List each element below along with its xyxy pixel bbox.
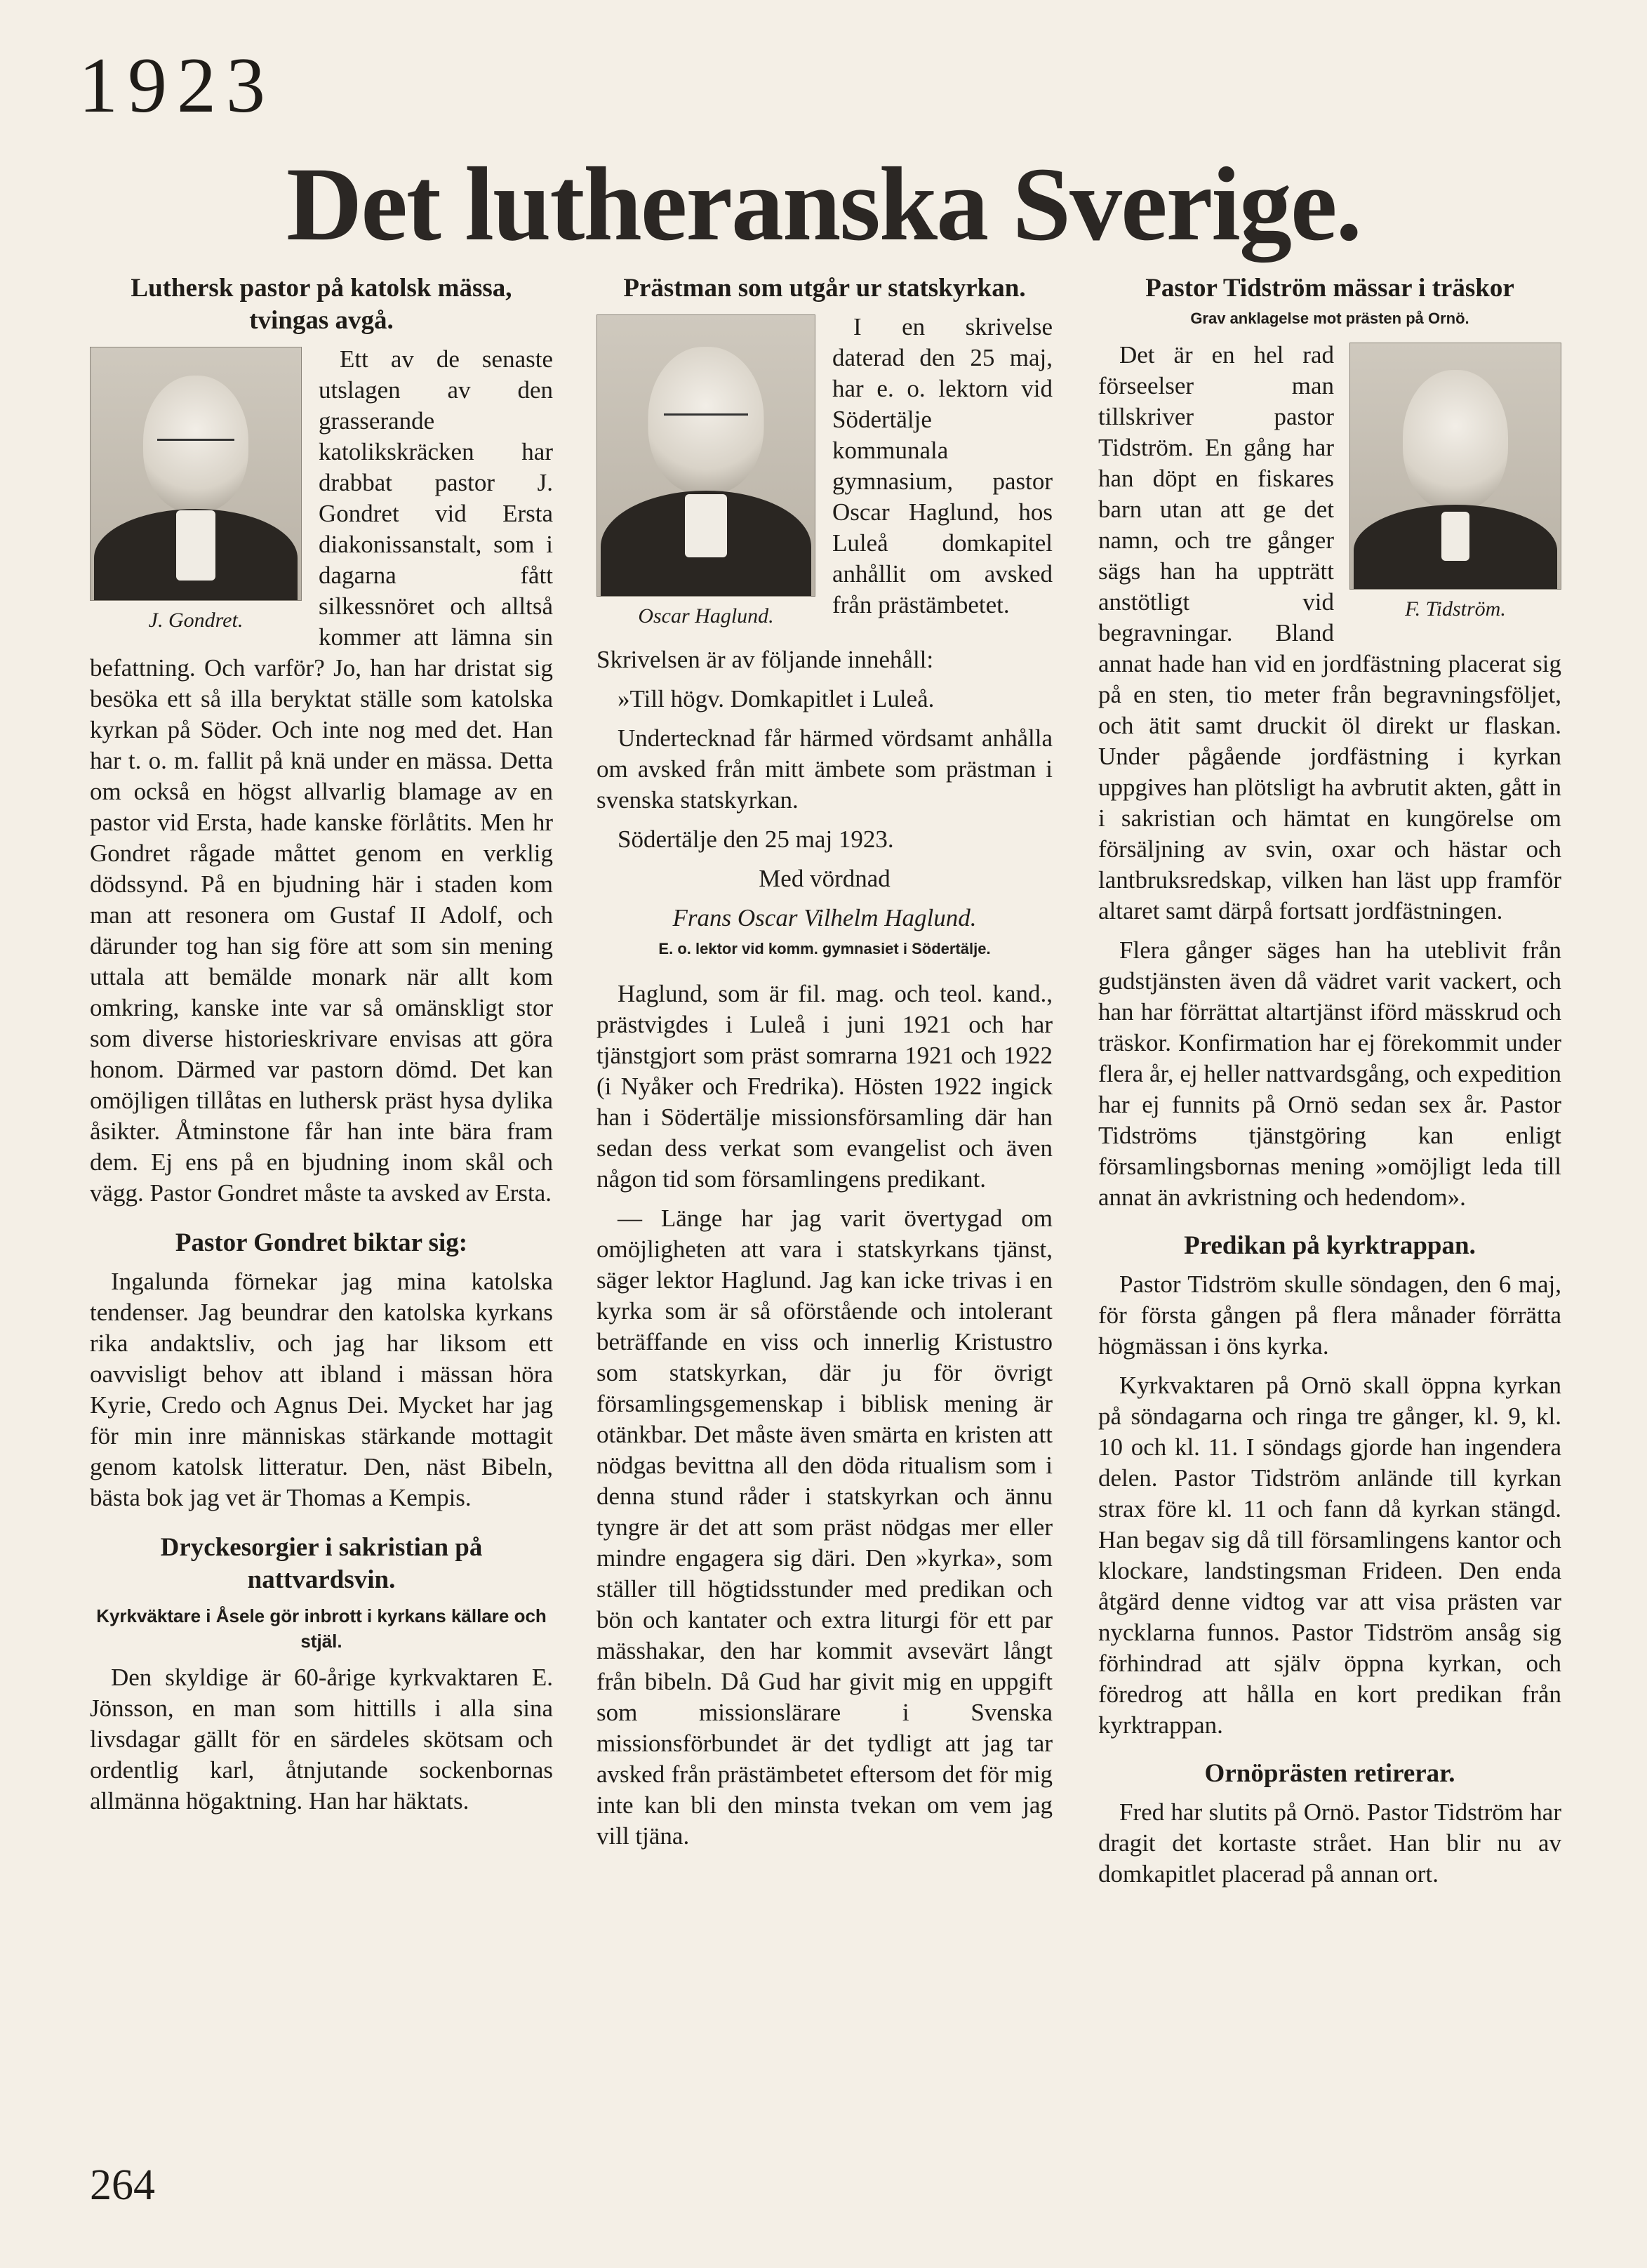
article-4-paragraph-4: — Länge har jag varit övertygad om omöjligheten att vara i statskyrkans tjänst, säger lektor Haglund. Jag kan icke trivas i en kyrka som är så oförstående och intolerant beträffande en viss och innerlig Kristustro som statskyrkan, där ju för övrigt församlingsgemenskap i biblisk mening är otänkbar. Det måste även smärta en kristen att nödgas bevittna all den döda ritualism som i denna stund råder i statskyrkan och ännu tyngre är det att som präst nödgas mer eller mindre engagera sig däri. Den »kyrka», som ställer till högtidsstunder med predikan och bön och kantater och extra liturgi för ett par mässhakar, den har kommit avsevärt långt från bibeln. Då Gud har givit mig en uppgift som missionslärare i Svenska missionsförbundet är det tydligt att jag tar avsked från prästämbetet eftersom det för mig inte kan bli den minsta tvekan om vem jag vill tjäna. [596,1205,1053,1850]
photo-haglund [596,314,815,597]
article-4-letter-address: »Till högv. Domkapitlet i Luleå. [618,685,935,712]
article-4-heading: Prästman som utgår ur statskyrkan. [623,274,1026,303]
photo-caption-tidstrom: F. Tidström. [1405,597,1506,621]
article-4-signature: Frans Oscar Vilhelm Haglund. [672,904,977,931]
year-heading: 1923 [79,42,275,129]
article-2-heading: Pastor Gondret biktar sig: [175,1228,468,1257]
page-title: Det lutheranska Sverige. [286,146,1361,263]
article-5-paragraph-2: Flera gånger säges han ha uteblivit från gudstjänsten även då vädret varit vackert, och han har förrättat altartjänst iförd mässkrud och träskor. Konfirmation har ej förekommit under flera år, ej heller nattvardsgång, och expedition har ej funnits på Ornö sedan sex år. Pastor Tidströms tjänstgöring kan enligt församlingsbornas mening »omöjligt leda till annat än avkristning och hedendom». [1098,936,1561,1211]
article-7-heading: Ornöprästen retirerar. [1204,1759,1455,1788]
photo-caption-gondret: J. Gondret. [148,609,244,632]
article-4-paragraph-2: Skrivelsen är av följande innehåll: [596,646,934,673]
article-7-paragraph: Fred har slutits på Ornö. Pastor Tidström har dragit det kortaste strået. Han blir nu av domkapitlet placerad på annan ort. [1098,1798,1561,1888]
article-5-subheading: Grav anklagelse mot prästen på Ornö. [1190,310,1469,327]
article-5-heading: Pastor Tidström mässar i träskor [1145,274,1514,303]
article-1-paragraph: Ett av de senaste utslagen av den grasserande katolikskräcken har drabbat pastor J. Gondret vid Ersta diakonissanstalt, som i dagarna fått silkessnöret och alltså kommer att lämna sin befattning. Och varför? Jo, han har dristat sig besöka ett så illa beryktat ställe som katolska kyrkan på Söder. Och inte nog med det. Han har t. o. m. fallit på knä under en mässa. Detta om också en högst allvarlig blamage av en pastor vid Ersta, hade kanske förlåtits. Men hr Gondret rågade måttet genom en verklig dödssynd. På en bjudning här i staden kom man att resonera om Gustaf II Adolf, och därunder tog han sig före att som sin mening uttala att bemälde monark när allt kom omkring, kanske inte var så omänskligt stor som diverse historieskrivare envisas att göra honom. Därmed var pastorn dömd. Det kan omöjligen tillåtas en luthersk präst hysa dylika åsikter. Åtminstone får han inte bära fram dem. Ej ens på en bjudning inom skål och vägg. Pastor Gondret måste ta avsked av Ersta. [90,345,553,1207]
article-6-paragraph-2: Kyrkvaktaren på Ornö skall öppna kyrkan på söndagarna och ringa tre gånger, kl. 9, kl. 10 och kl. 11. I söndags gjorde han ingendera delen. Pastor Tidström anlände till kyrkan strax före kl. 11 och fann då kyrkan stängd. Han begav sig då till församlingens kantor och klockare, landstingsman Frideen. Den enda åtgärd denne vidtog var att visa prästen var nycklarna funnos. Pastor Tidström ansåg sig förhindrad att själv öppna kyrkan, och föredrog att hålla en kort predikan från kyrktrappan. [1098,1372,1561,1739]
article-4-letter-closing: Med vördnad [759,865,891,892]
article-2-paragraph: Ingalunda förnekar jag mina katolska tendenser. Jag beundrar den katolska kyrkans rika andaktsliv, och jag har liksom ett oavvisligt behov att ibland i mässan höra Kyrie, Credo och Agnus Dei. Mycket har jag för min inre människas stärkande mottagit genom katolsk litteratur. Den, näst Bibeln, bästa bok jag vet är Thomas a Kempis. [90,1268,553,1511]
photo-tidstrom-block [1349,343,1561,625]
article-4-paragraph-1: I en skrivelse daterad den 25 maj, har e. o. lektorn vid Södertälje kommunala gymnasium, pastor Oscar Haglund, hos Luleå domkapitel anhållit om avsked från prästämbetet. [832,313,1053,618]
column-2 [596,272,1053,1860]
article-1-heading: Luthersk pastor på katolsk mässa, tvingas avgå. [131,274,512,335]
article-3-paragraph: Den skyldige är 60-årige kyrkvaktaren E. Jönsson, en man som hittills i alla sina livsdagar gällt för en särdeles skötsam och ordentlig karl, åtnjutande sockenbornas allmänna högaktning. Han har häktats. [90,1664,553,1815]
column-1 [90,272,553,1825]
photo-haglund-block [596,314,815,632]
article-6-paragraph-1: Pastor Tidström skulle söndagen, den 6 maj, för första gången på flera månader förrätta högmässan i öns kyrka. [1098,1271,1561,1360]
article-3-heading: Dryckesorgier i sakristian på nattvardsvin. [160,1533,483,1594]
article-3-subheading: Kyrkväktare i Åsele gör inbrott i kyrkans källare och stjäl. [96,1605,547,1652]
photo-gondret [90,347,302,601]
page-number: 264 [90,2161,155,2209]
column-3 [1098,272,1561,1898]
photo-caption-haglund: Oscar Haglund. [638,604,774,628]
article-4-letter-body: Undertecknad får härmed vördsamt anhålla om avsked från mitt ämbete som prästman i svenska statskyrkan. [596,724,1053,814]
article-6-heading: Predikan på kyrktrappan. [1184,1231,1476,1260]
article-4-paragraph-3: Haglund, som är fil. mag. och teol. kand., prästvigdes i Luleå i juni 1921 och har tjänstgjort som präst somrarna 1921 och 1922 (i Nyåker och Fredrika). Hösten 1922 ingick han i Södertälje missionsförsamling där han sedan dess verkat som evangelist och även någon tid som församlingens predikant. [596,980,1053,1193]
photo-gondret-block [90,347,302,636]
article-4-letter-date: Södertälje den 25 maj 1923. [618,825,894,853]
photo-tidstrom [1349,343,1561,590]
article-5-paragraph-1: Det är en hel rad förseelser man tillskriver pastor Tidström. En gång har han döpt en fiskares barn utan att ge det namn, och tre gånger sägs han ha uppträtt anstötligt vid begravningar. Bland annat hade han vid en jordfästning placerat sig på en sten, tio meter från begravningsföljet, och ätit samt druckit öl direkt ur flaskan. Under pågående jordfästning i kyrkan uppgives han plötsligt ha avbrutit akten, gått in i sakristian och hämtat en kungörelse om försäljning av svin, oxar och hästar och lantbruksredskap, vilken han läst upp framför altaret samt därpå fortsatt jordfästningen. [1098,341,1561,924]
article-4-signature-title: E. o. lektor vid komm. gymnasiet i Södertälje. [658,940,991,957]
